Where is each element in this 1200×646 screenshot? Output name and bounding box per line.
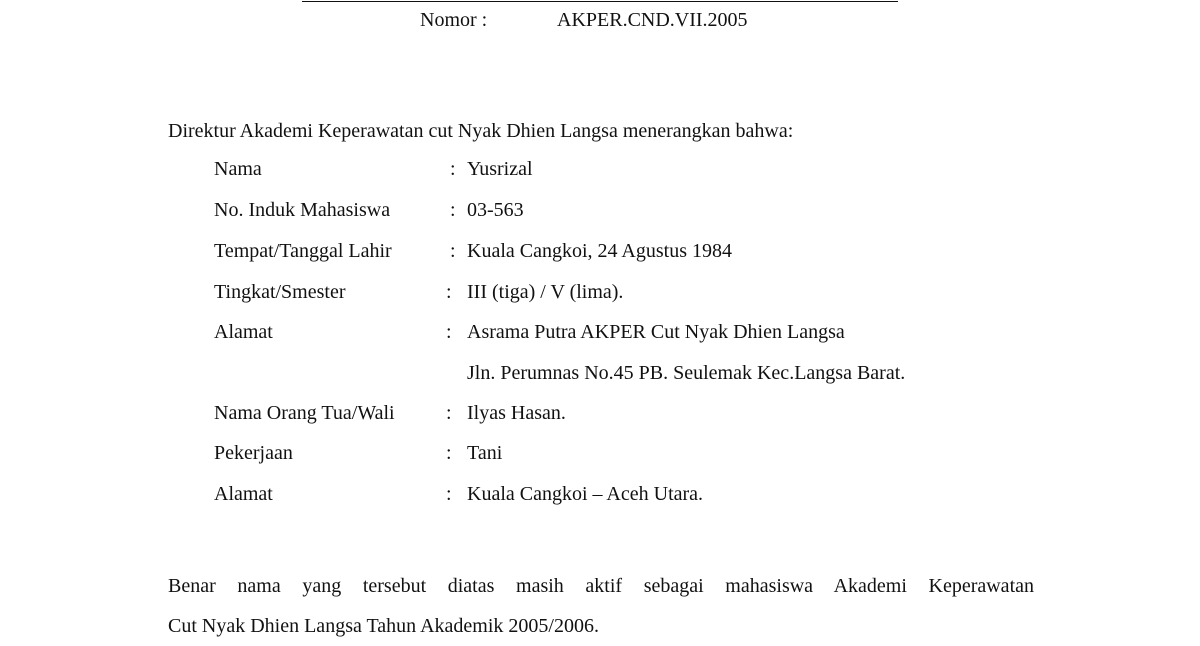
closing-line-2: Cut Nyak Dhien Langsa Tahun Akademik 2005/2006.	[168, 615, 599, 637]
field-value: Jln. Perumnas No.45 PB. Seulemak Kec.Langsa Barat.	[467, 362, 906, 384]
field-label: Tempat/Tanggal Lahir	[214, 240, 392, 262]
field-label: Tingkat/Smester	[214, 281, 346, 303]
field-label: Nama Orang Tua/Wali	[214, 402, 395, 424]
field-row-alamat-cont	[0, 361, 1200, 387]
field-row-pekerjaan	[0, 441, 1200, 467]
letter-number-label: Nomor :	[420, 9, 488, 31]
field-colon: :	[450, 240, 456, 262]
field-value: Asrama Putra AKPER Cut Nyak Dhien Langsa	[467, 321, 845, 343]
field-colon: :	[446, 281, 452, 303]
field-row-nama	[0, 157, 1200, 183]
closing-line-1: Benar nama yang tersebut diatas masih aktif sebagai mahasiswa Akademi Keperawatan	[168, 575, 1034, 597]
field-row-alamat-ortu	[0, 482, 1200, 508]
field-row-alamat	[0, 320, 1200, 346]
field-row-tingkat	[0, 280, 1200, 306]
field-row-ttl	[0, 239, 1200, 265]
field-label: Nama	[214, 158, 262, 180]
field-row-nim	[0, 198, 1200, 224]
field-colon: :	[446, 402, 452, 424]
field-label: No. Induk Mahasiswa	[214, 199, 391, 221]
field-colon: :	[446, 321, 452, 343]
field-value: Kuala Cangkoi, 24 Agustus 1984	[467, 240, 732, 262]
field-colon: :	[446, 442, 452, 464]
field-label: Alamat	[214, 321, 273, 343]
field-value: Kuala Cangkoi – Aceh Utara.	[467, 483, 704, 505]
closing-paragraph	[168, 566, 1034, 646]
intro-text: Direktur Akademi Keperawatan cut Nyak Dhien Langsa menerangkan bahwa:	[168, 120, 794, 142]
field-colon: :	[450, 199, 456, 221]
field-value: Ilyas Hasan.	[467, 402, 566, 424]
field-colon: :	[450, 158, 456, 180]
field-label: Pekerjaan	[214, 442, 293, 464]
field-value: Tani	[467, 442, 503, 464]
letter-number-value: AKPER.CND.VII.2005	[557, 9, 748, 31]
field-value: Yusrizal	[467, 158, 533, 180]
field-colon: :	[446, 483, 452, 505]
field-row-wali	[0, 401, 1200, 427]
field-value: 03-563	[467, 199, 524, 221]
field-label: Alamat	[214, 483, 273, 505]
field-value: III (tiga) / V (lima).	[467, 281, 624, 303]
